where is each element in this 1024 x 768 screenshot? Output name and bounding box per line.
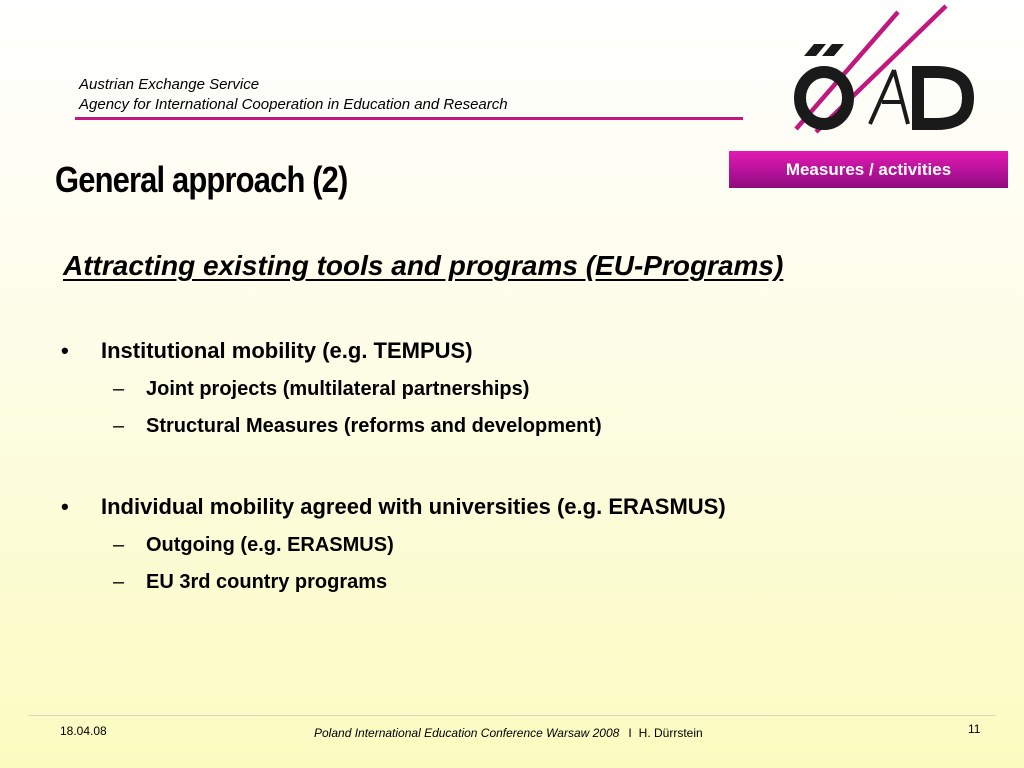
- sub-bullet-marker: –: [113, 415, 125, 437]
- slide-subtitle: Attracting existing tools and programs (EU-Programs): [63, 250, 784, 281]
- bullet-text: Individual mobility agreed with universities (e.g. ERASMUS): [101, 494, 726, 519]
- sub-bullet-marker: –: [113, 571, 125, 593]
- logo-letter-a: [894, 70, 908, 124]
- sub-bullet-item: [113, 375, 529, 403]
- bullet-marker: •: [61, 494, 69, 519]
- sub-bullet-text: Joint projects (multilateral partnerships): [146, 378, 530, 400]
- sub-bullet-marker: –: [113, 378, 125, 400]
- sub-bullet-item: [113, 531, 394, 559]
- footer-author: H. Dürrstein: [638, 726, 703, 740]
- footer-credits: [314, 725, 703, 741]
- sub-bullet-text: Outgoing (e.g. ERASMUS): [146, 534, 394, 556]
- org-name: Austrian Exchange Service: [79, 76, 260, 93]
- sub-bullet-item: [113, 568, 387, 596]
- bullet-item: [58, 336, 473, 366]
- sub-bullet-text: Structural Measures (reforms and development): [146, 415, 602, 437]
- footer-separator: I: [628, 726, 632, 740]
- bullet-item: [58, 492, 726, 522]
- logo-accent-mark: [804, 44, 826, 56]
- bullet-text: Institutional mobility (e.g. TEMPUS): [101, 338, 473, 363]
- footer-conference: Poland International Education Conference Warsaw 2008: [314, 726, 620, 740]
- sub-bullet-text: EU 3rd country programs: [146, 571, 388, 593]
- oead-logo: [786, 4, 976, 134]
- sub-bullet-item: [113, 412, 602, 440]
- sub-bullet-marker: –: [113, 534, 125, 556]
- footer-date: 18.04.08: [60, 724, 107, 738]
- section-tag: Measures / activities: [729, 151, 1008, 188]
- page-number: 11: [968, 722, 981, 736]
- page-title: General approach (2): [55, 159, 348, 200]
- org-description: Agency for International Cooperation in Education and Research: [79, 96, 508, 113]
- bullet-marker: •: [61, 338, 69, 363]
- logo-letter-d: [918, 72, 968, 124]
- footer-divider: [28, 715, 996, 716]
- header-divider: [75, 117, 743, 120]
- organization-block: [79, 75, 508, 115]
- logo-accent-mark: [822, 44, 844, 56]
